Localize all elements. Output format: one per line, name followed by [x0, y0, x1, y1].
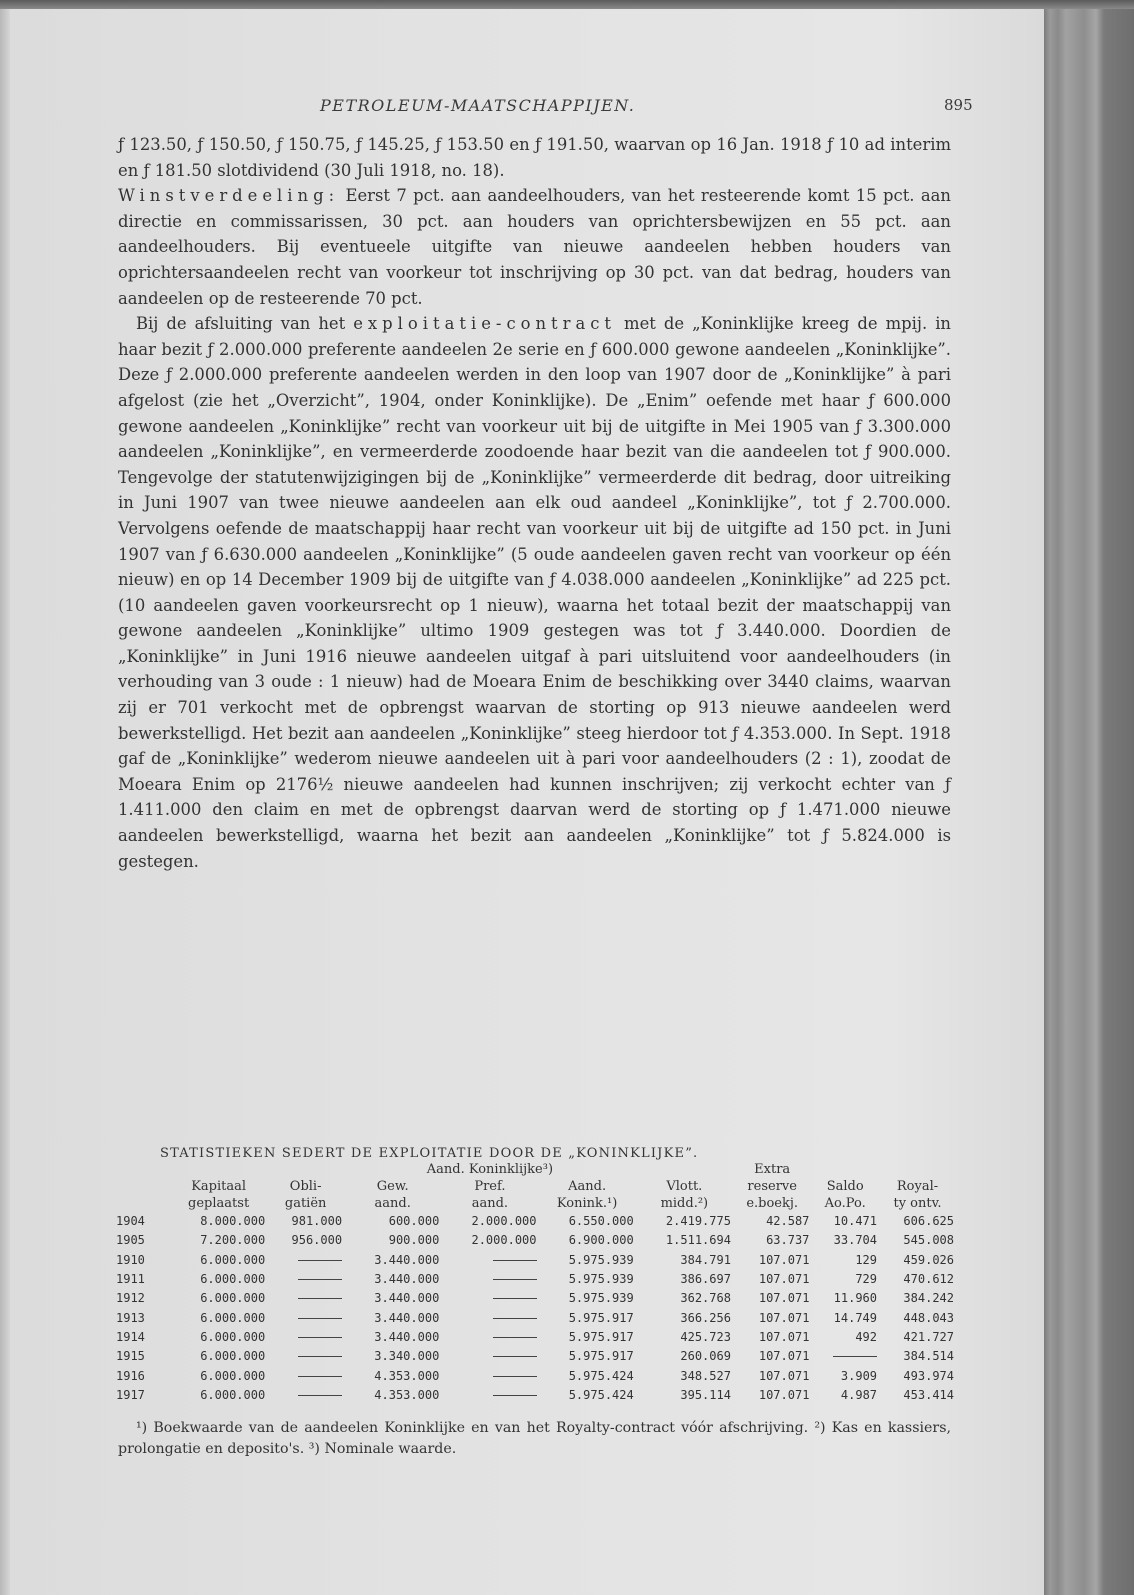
- col-vlott-midd: Vlott.: [666, 1179, 703, 1194]
- value-cell: 545.008: [903, 1233, 954, 1248]
- value-cell: 5.975.424: [568, 1387, 634, 1402]
- table-row: [114, 1328, 956, 1347]
- value-cell: 5.975.939: [568, 1252, 634, 1267]
- value-cell: [441, 1289, 538, 1308]
- value-cell: 260.069: [680, 1349, 731, 1364]
- value-cell: [441, 1308, 538, 1327]
- value-cell: [267, 1386, 344, 1405]
- value-cell: 384.514: [903, 1349, 954, 1364]
- value-cell: 981.000: [291, 1214, 343, 1229]
- table-header-row-2: geplaatst gatiën aand. aand. Konink.¹) midd.²) e.boekj. Ao.Po. ty ontv.: [188, 1196, 942, 1211]
- paragraph-exploitation-contract: Bij de afsluiting van het exploitatie-contract met de „Koninklijke kreeg de mpij. in haar bezit ƒ 2.000.000 preferente aandeelen 2e serie en ƒ 600.000 gewone aandeelen „Koninklijke”. Deze ƒ 2.000.000 preferente aandeelen werden in den loop van 1907 door de „Koninklijke” à pari afgelost (zie het „Overzicht”, 1904, onder Koninklijke). De „Enim” oefende met haar ƒ 600.000 gewone aandeelen „Koninklijke” recht van voorkeur uit bij de uitgifte in Mei 1905 van ƒ 3.300.000 aandeelen „Koninklijke”, en vermeerderde zoodoende haar bezit van die aandeelen tot ƒ 900.000. Tengevolge der statutenwijzigingen bij de „Koninklijke” vermeerderde dit bedrag, door uitreiking in Juni 1907 van twee nieuwe aandeelen aan elk oud aandeel „Koninklijke”, tot ƒ 2.700.000. Vervolgens oefende de maatschappij haar recht van voorkeur uit bij de uitgifte ad 150 pct. in Juni 1907 van ƒ 6.630.000 aandeelen „Koninklijke” (5 oude aandeelen gaven recht van voorkeur op één nieuw) en op 14 December 1909 bij de uitgifte van ƒ 4.038.000 aandeelen „Koninklijke” ad 225 pct. (10 aandeelen gaven voorkeursrecht op 1 nieuw), waarna het totaal bezit der maatschappij van gewone aandeelen „Koninklijke” ultimo 1909 gestegen was tot ƒ 3.440.000. Doordien de „Koninklijke” in Juni 1916 nieuwe aandeelen uitgaf à pari uitsluitend voor aandeelhouders (in verhouding van 3 oude : 1 nieuw) had de Moeara Enim de beschikking over 3440 claims, waarvan zij er 701 verkocht met de opbrengst waarvan de storting op 913 nieuwe aandeelen werd bewerkstelligd. Het bezit aan aandeelen „Koninklijke” steeg hierdoor tot ƒ 4.353.000. In Sept. 1918 gaf de „Koninklijke” wederom nieuwe aandeelen uit à pari voor aandeelhouders (2 : 1), zoodat de Moeara Enim op 2176½ nieuwe aandeelen had kunnen inschrijven; zij verkocht echter van ƒ 1.411.000 den claim en met de opbrengst daarvan werd de storting op ƒ 1.471.000 nieuwe aandeelen bewerkstelligd, waarna het bezit aan aandeelen „Koninklijke” tot ƒ 5.824.000 is gestegen.: [118, 314, 951, 871]
- group-header-aand-koninklijke: Aand. Koninklijke³): [426, 1162, 554, 1177]
- empty-dash: [493, 1260, 537, 1261]
- value-cell: 3.909: [840, 1368, 878, 1383]
- value-cell: [441, 1251, 538, 1270]
- value-cell: [267, 1270, 344, 1289]
- footnote-text: ¹) Boekwaarde van de aandeelen Koninklijke en van het Royalty-contract vóór afschrijving. ²) Kas en kassiers, prolongatie en deposito's. ³) Nominale waarde.: [118, 1420, 951, 1457]
- table-row: [114, 1231, 956, 1250]
- value-cell: 384.242: [903, 1291, 954, 1306]
- value-cell: 3.440.000: [374, 1291, 440, 1306]
- col-royalty: Royal-: [896, 1179, 939, 1194]
- value-cell: 14.749: [833, 1310, 878, 1325]
- value-cell: 956.000: [291, 1233, 343, 1248]
- value-cell: [441, 1386, 538, 1405]
- value-cell: 107.071: [758, 1387, 810, 1402]
- value-cell: 63.737: [766, 1233, 810, 1248]
- empty-dash: [298, 1298, 342, 1299]
- empty-dash: [298, 1395, 342, 1396]
- value-cell: [267, 1308, 344, 1327]
- value-cell: 470.612: [903, 1272, 954, 1287]
- value-cell: 425.723: [680, 1329, 731, 1344]
- empty-dash: [493, 1356, 537, 1357]
- value-cell: 2.419.775: [665, 1214, 731, 1229]
- table-row: [114, 1289, 956, 1308]
- empty-dash: [493, 1318, 537, 1319]
- value-cell: 33.704: [833, 1233, 878, 1248]
- value-cell: 493.974: [903, 1368, 954, 1383]
- value-cell: [267, 1328, 344, 1347]
- value-cell: 107.071: [758, 1368, 810, 1383]
- year-cell: 1910: [116, 1252, 145, 1267]
- value-cell: 6.000.000: [200, 1329, 266, 1344]
- value-cell: 6.000.000: [200, 1272, 266, 1287]
- value-cell: 6.000.000: [200, 1368, 266, 1383]
- spaced-heading-exploitatie-contract: exploitatie-contract: [353, 314, 617, 334]
- col-aand-konink: Aand.: [568, 1179, 607, 1194]
- spaced-heading-winstverdeeling: Winstverdeeling:: [118, 186, 340, 206]
- table-group-header-row: [114, 1161, 956, 1178]
- value-cell: 6.900.000: [568, 1233, 634, 1248]
- year-cell: 1905: [116, 1233, 145, 1248]
- value-cell: [811, 1347, 879, 1366]
- value-cell: 384.791: [680, 1252, 731, 1267]
- paragraph-profit-distribution: Winstverdeeling: Eerst 7 pct. aan aandeelhouders, van het resteerende komt 15 pct. aan directie en commissarissen, 30 pct. aan houders van oprichtersbewijzen en 55 pct. aan aandeelhouders. Bij eventueele uitgifte van nieuwe aandeelen hebben houders van oprichtersaandeelen recht van voorkeur tot inschrijving op 30 pct. van dat bedrag, houders van aandeelen op de resteerende 70 pct.: [118, 186, 951, 308]
- value-cell: 5.975.917: [568, 1310, 634, 1325]
- value-cell: 6.000.000: [200, 1349, 266, 1364]
- col-pref-aand: Pref.: [474, 1179, 506, 1194]
- value-cell: 6.000.000: [200, 1252, 266, 1267]
- value-cell: [267, 1251, 344, 1270]
- value-cell: 448.043: [903, 1310, 954, 1325]
- empty-dash: [298, 1376, 342, 1377]
- value-cell: 4.353.000: [374, 1368, 440, 1383]
- paragraph-dividends: ƒ 123.50, ƒ 150.50, ƒ 150.75, ƒ 145.25, ƒ 153.50 en ƒ 191.50, waarvan op 16 Jan. 1918 ƒ 10 ad interim en ƒ 181.50 slotdividend (30 Juli 1918, no. 18).: [118, 135, 951, 180]
- value-cell: 107.071: [758, 1291, 810, 1306]
- empty-dash: [298, 1279, 342, 1280]
- table-row: [114, 1347, 956, 1366]
- value-cell: [441, 1328, 538, 1347]
- body-text: [118, 132, 951, 874]
- col-extra-reserve: reserve: [747, 1179, 797, 1194]
- value-cell: 6.000.000: [200, 1291, 266, 1306]
- empty-dash: [298, 1356, 342, 1357]
- year-cell: 1912: [116, 1291, 145, 1306]
- group-header-extra: Extra: [754, 1162, 791, 1177]
- value-cell: 10.471: [833, 1214, 878, 1229]
- table-row: [114, 1212, 956, 1231]
- value-cell: 107.071: [758, 1310, 810, 1325]
- value-cell: 362.768: [680, 1291, 731, 1306]
- value-cell: 8.000.000: [200, 1214, 266, 1229]
- value-cell: 395.114: [680, 1387, 731, 1402]
- table-row: [114, 1386, 956, 1405]
- value-cell: 4.353.000: [374, 1387, 440, 1402]
- year-cell: 1915: [116, 1349, 145, 1364]
- value-cell: 421.727: [903, 1329, 954, 1344]
- value-cell: [441, 1347, 538, 1366]
- table-row: [114, 1308, 956, 1327]
- value-cell: 459.026: [903, 1252, 954, 1267]
- value-cell: 107.071: [758, 1272, 810, 1287]
- col-kapitaal: Kapitaal: [191, 1179, 247, 1194]
- page-number: 895: [944, 96, 973, 114]
- empty-dash: [298, 1318, 342, 1319]
- empty-dash: [493, 1337, 537, 1338]
- value-cell: 5.975.939: [568, 1272, 634, 1287]
- scan-left-edge: [0, 9, 10, 1595]
- book-binding-edge: [1044, 9, 1134, 1595]
- value-cell: 11.960: [833, 1291, 878, 1306]
- empty-dash: [493, 1298, 537, 1299]
- value-cell: 6.000.000: [200, 1387, 266, 1402]
- table-row: [114, 1366, 956, 1385]
- footnotes: [118, 1418, 951, 1460]
- value-cell: 3.440.000: [374, 1272, 440, 1287]
- value-cell: 606.625: [903, 1214, 954, 1229]
- running-title: PETROLEUM-MAATSCHAPPIJEN.: [320, 96, 636, 115]
- value-cell: 5.975.939: [568, 1291, 634, 1306]
- value-cell: [267, 1347, 344, 1366]
- empty-dash: [493, 1376, 537, 1377]
- value-cell: 3.440.000: [374, 1252, 440, 1267]
- value-cell: 3.340.000: [374, 1349, 440, 1364]
- value-cell: 5.975.917: [568, 1349, 634, 1364]
- value-cell: 3.440.000: [374, 1329, 440, 1344]
- value-cell: 129: [855, 1252, 878, 1267]
- table-title: STATISTIEKEN SEDERT DE EXPLOITATIE DOOR DE „KONINKLIJKE”.: [160, 1146, 699, 1161]
- value-cell: 7.200.000: [200, 1233, 266, 1248]
- value-cell: 4.987: [840, 1387, 878, 1402]
- value-cell: 107.071: [758, 1329, 810, 1344]
- table-body: [114, 1212, 956, 1405]
- year-cell: 1916: [116, 1368, 145, 1383]
- col-obligatien: Obli-: [289, 1179, 322, 1194]
- value-cell: [441, 1366, 538, 1385]
- value-cell: [441, 1270, 538, 1289]
- table-row: [114, 1251, 956, 1270]
- value-cell: 600.000: [388, 1214, 440, 1229]
- table-header-row-1: [114, 1178, 956, 1195]
- value-cell: 42.587: [766, 1214, 810, 1229]
- empty-dash: [298, 1337, 342, 1338]
- empty-dash: [493, 1279, 537, 1280]
- value-cell: 6.000.000: [200, 1310, 266, 1325]
- value-cell: [267, 1289, 344, 1308]
- value-cell: 2.000.000: [471, 1214, 537, 1229]
- value-cell: 2.000.000: [471, 1233, 537, 1248]
- value-cell: 366.256: [680, 1310, 731, 1325]
- empty-dash: [493, 1395, 537, 1396]
- value-cell: 5.975.917: [568, 1329, 634, 1344]
- value-cell: 386.697: [680, 1272, 731, 1287]
- year-cell: 1904: [116, 1214, 145, 1229]
- year-cell: 1911: [116, 1272, 145, 1287]
- value-cell: 1.511.694: [665, 1233, 731, 1248]
- col-saldo: Saldo: [826, 1179, 864, 1194]
- value-cell: 107.071: [758, 1349, 810, 1364]
- value-cell: 5.975.424: [568, 1368, 634, 1383]
- statistics-table: [114, 1161, 956, 1405]
- value-cell: 348.527: [680, 1368, 731, 1383]
- value-cell: 107.071: [758, 1252, 810, 1267]
- empty-dash: [298, 1260, 342, 1261]
- value-cell: 6.550.000: [568, 1214, 634, 1229]
- year-cell: 1913: [116, 1310, 145, 1325]
- scan-top-edge: [0, 0, 1134, 9]
- value-cell: 453.414: [903, 1387, 954, 1402]
- year-cell: 1917: [116, 1387, 145, 1402]
- year-cell: 1914: [116, 1329, 145, 1344]
- value-cell: 900.000: [388, 1233, 440, 1248]
- value-cell: 729: [855, 1272, 878, 1287]
- table-row: [114, 1270, 956, 1289]
- col-gew-aand: Gew.: [376, 1179, 409, 1194]
- empty-dash: [833, 1356, 877, 1357]
- value-cell: 492: [855, 1329, 878, 1344]
- value-cell: [267, 1366, 344, 1385]
- value-cell: 3.440.000: [374, 1310, 440, 1325]
